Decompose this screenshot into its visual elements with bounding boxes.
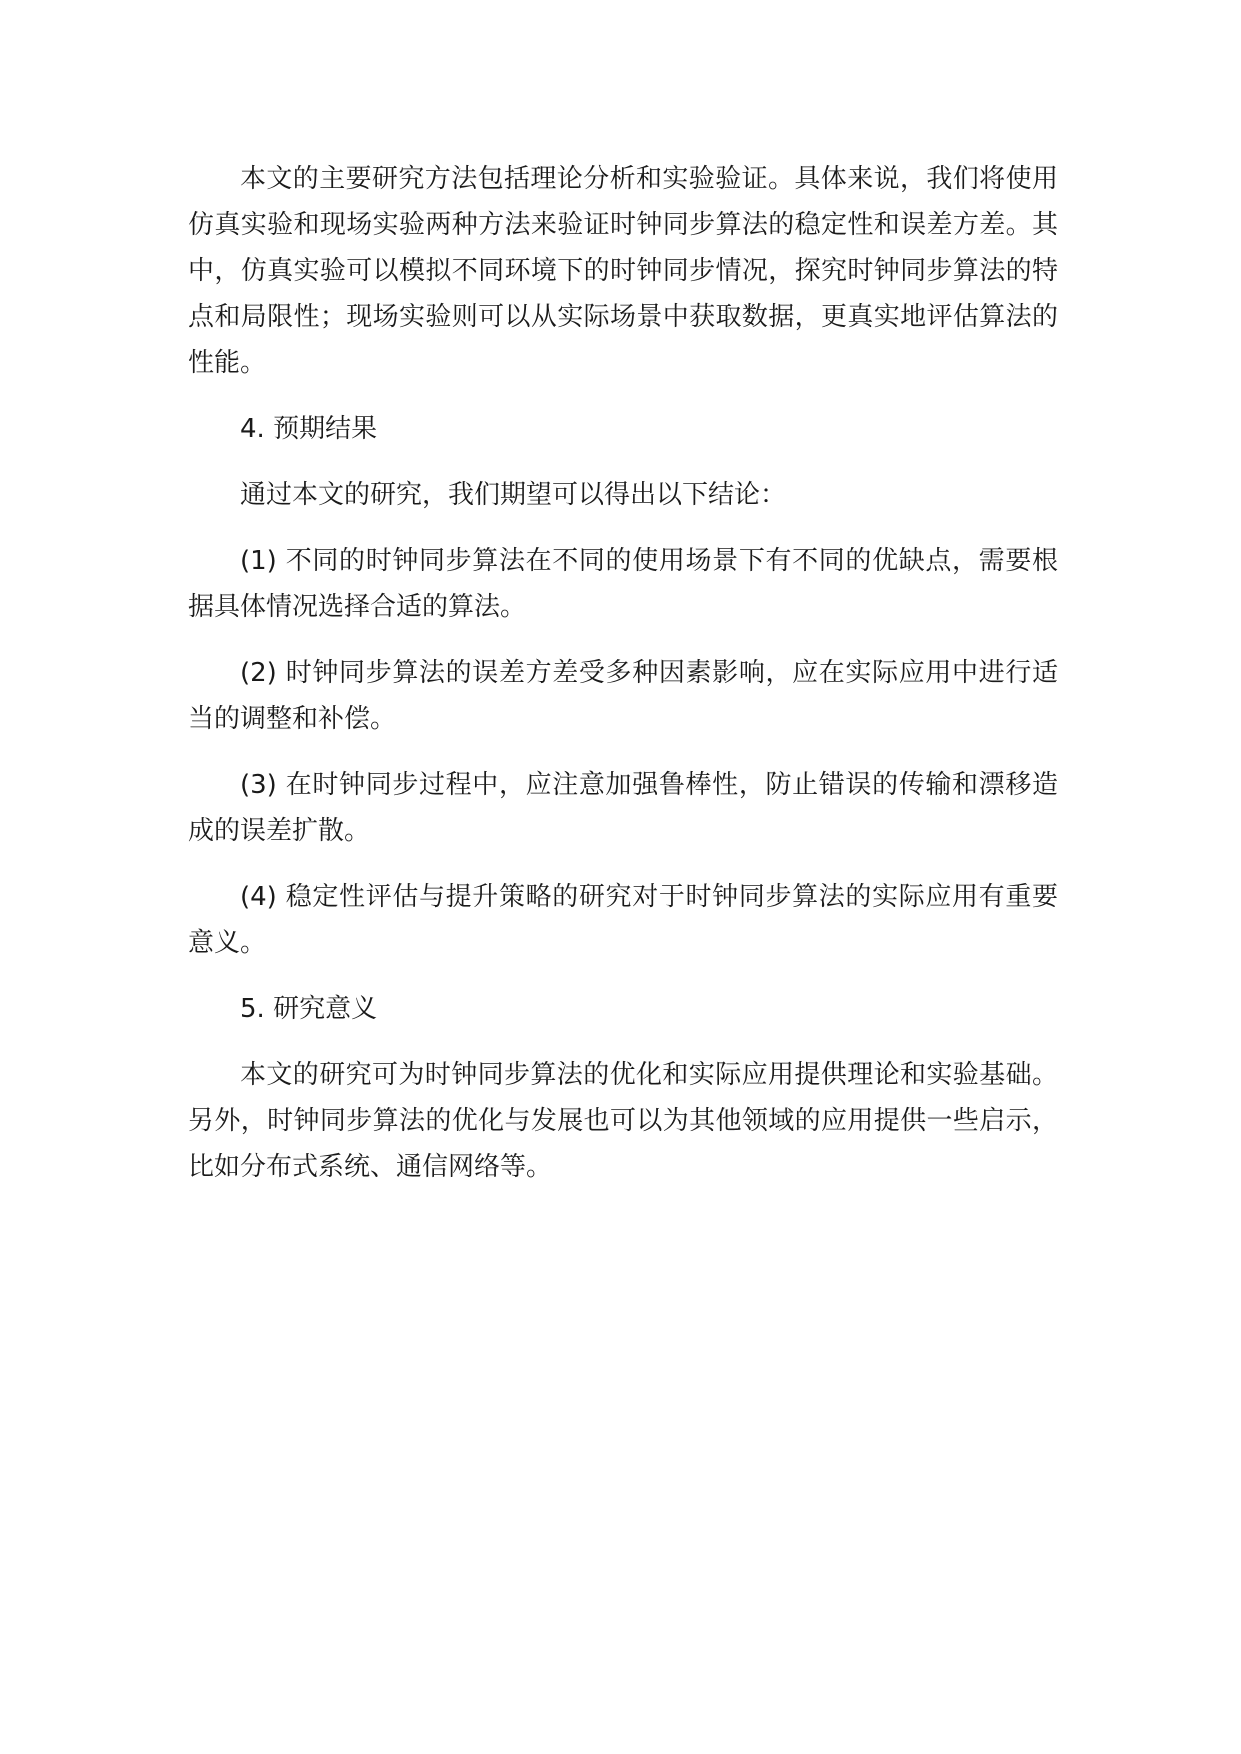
list-item-conclusion-3: (3) 在时钟同步过程中，应注意加强鲁棒性，防止错误的传输和漂移造成的误差扩散。 — [188, 770, 1058, 846]
section-heading-expected-results: 4. 预期结果 — [240, 414, 378, 444]
paragraph-methods: 本文的主要研究方法包括理论分析和实验验证。具体来说，我们将使用仿真实验和现场实验两种方法来验证时钟同步算法的稳定性和误差方差。其中，仿真实验可以模拟不同环境下的时钟同步情况，探究时钟同步算法的特点和局限性；现场实验则可以从实际场景中获取数据，更真实地评估算法的性能。 — [188, 164, 1058, 378]
list-item-conclusion-1: (1) 不同的时钟同步算法在不同的使用场景下有不同的优缺点，需要根据具体情况选择合适的算法。 — [188, 546, 1058, 622]
section-heading-significance: 5. 研究意义 — [240, 994, 378, 1024]
document-body — [188, 156, 1058, 1210]
paragraph-conclusions-intro: 通过本文的研究，我们期望可以得出以下结论： — [240, 480, 787, 510]
paragraph-significance: 本文的研究可为时钟同步算法的优化和实际应用提供理论和实验基础。另外，时钟同步算法的优化与发展也可以为其他领域的应用提供一些启示，比如分布式系统、通信网络等。 — [188, 1060, 1058, 1182]
list-item-conclusion-2: (2) 时钟同步算法的误差方差受多种因素影响，应在实际应用中进行适当的调整和补偿。 — [188, 658, 1058, 734]
list-item-conclusion-4: (4) 稳定性评估与提升策略的研究对于时钟同步算法的实际应用有重要意义。 — [188, 882, 1058, 958]
